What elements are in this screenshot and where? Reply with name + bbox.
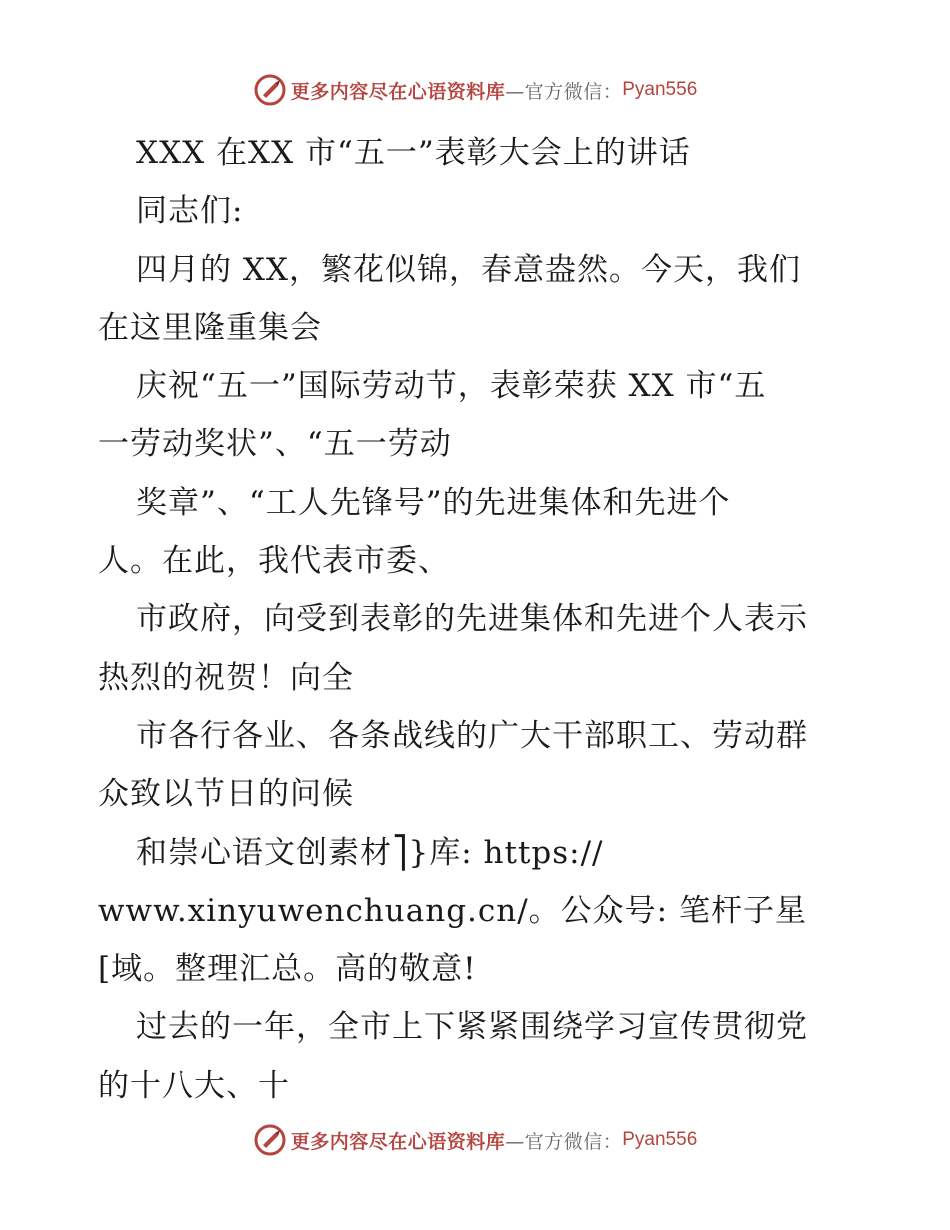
watermark-main-text: 更多内容尽在心语资料库: [290, 1130, 506, 1153]
watermark-label: —官方微信：: [505, 1130, 623, 1153]
document-body: [98, 124, 858, 1115]
footer-watermark: [0, 1120, 950, 1160]
header-watermark: [0, 70, 950, 110]
watermark-main-text: 更多内容尽在心语资料库: [290, 80, 506, 103]
doc-line: 同志们:: [136, 193, 244, 230]
doc-line: 奖章”、“工人先锋号”的先进集体和先进个: [136, 484, 731, 521]
doc-line: 市政府，向受到表彰的先进集体和先进个人表示: [136, 601, 808, 638]
doc-line: 热烈的祝贺！向全: [98, 659, 354, 696]
watermark-wechat-id: Pyan556: [622, 79, 698, 100]
doc-line: 众致以节日的问候: [98, 776, 354, 813]
doc-line: XXX 在XX 市“五一”表彰大会上的讲话: [136, 135, 691, 171]
doc-line: [域。整理汇总。高的敬意!: [98, 951, 477, 988]
doc-line: www.xinyuwenchuang.cn/。公众号: 笔杆子星: [98, 892, 807, 929]
logo-icon: [253, 1123, 287, 1157]
doc-line: 和崇心语文创素材⎤}库: https://: [136, 834, 604, 871]
doc-line: 市各行各业、各条战线的广大干部职工、劳动群: [136, 717, 808, 754]
logo-icon: [253, 73, 287, 107]
doc-line: 四月的 XX，繁花似锦，春意盎然。今天，我们: [136, 251, 801, 288]
watermark-wechat-id: Pyan556: [622, 1129, 698, 1150]
doc-line: 一劳动奖状”、“五一劳动: [98, 426, 452, 463]
watermark-label: —官方微信：: [505, 80, 623, 103]
doc-line: 庆祝“五一”国际劳动节，表彰荣获 XX 市“五: [136, 368, 767, 405]
doc-line: 在这里隆重集会: [98, 309, 322, 346]
doc-line: 人。在此，我代表市委、: [98, 543, 450, 580]
doc-line: 的十八大、十: [98, 1067, 290, 1104]
doc-line: 过去的一年，全市上下紧紧围绕学习宣传贯彻党: [136, 1009, 808, 1046]
